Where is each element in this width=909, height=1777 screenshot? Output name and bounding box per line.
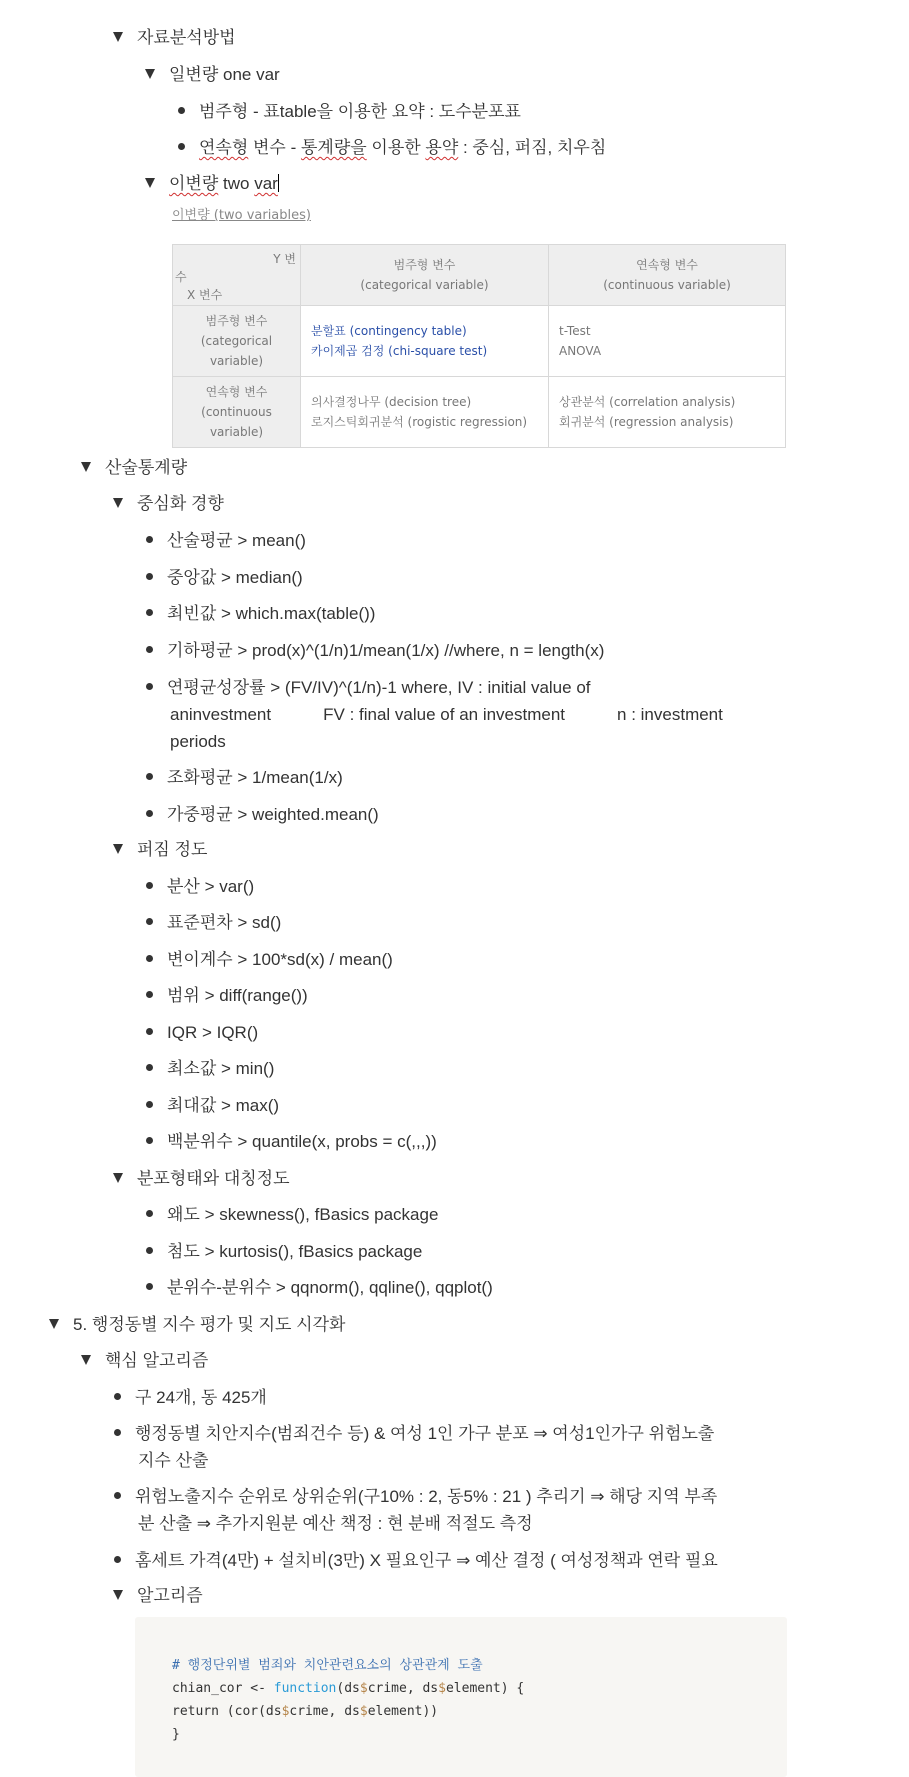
bullet-icon <box>146 1101 153 1108</box>
bullet-icon <box>146 1137 153 1144</box>
table-col-header: 범주형 변수 (categorical variable) <box>301 245 549 306</box>
list-item[interactable]: 중앙값 > median() <box>146 564 303 591</box>
bullet-icon <box>146 882 153 889</box>
collapse-toggle-icon[interactable] <box>145 178 155 188</box>
variable-type-table <box>172 244 786 448</box>
bullet-icon <box>146 1247 153 1254</box>
bullet-icon <box>146 1028 153 1035</box>
collapse-toggle-icon[interactable] <box>49 1319 59 1329</box>
list-item[interactable]: 왜도 > skewness(), fBasics package <box>146 1201 438 1228</box>
bullet-icon <box>146 573 153 580</box>
bullet-icon <box>146 955 153 962</box>
table-cell: 상관분석 (correlation analysis) 회귀분석 (regression analysis) <box>549 377 786 448</box>
list-item[interactable]: 최대값 > max() <box>146 1092 279 1119</box>
bullet-icon <box>178 143 185 150</box>
collapse-toggle-icon[interactable] <box>113 498 123 508</box>
list-item[interactable]: 위험노출지수 순위로 상위순위(구10% : 2, 동5% : 21 ) 추리기 ⇒ 해당 지역 부족 <box>114 1483 717 1510</box>
list-item[interactable]: 최빈값 > which.max(table()) <box>146 600 375 627</box>
outline-item[interactable]: 중심화 경향 <box>113 490 224 517</box>
outline-item[interactable]: 5. 행정동별 지수 평가 및 지도 시각화 <box>49 1311 345 1338</box>
list-item[interactable]: 최소값 > min() <box>146 1055 274 1082</box>
code-block[interactable] <box>135 1617 787 1777</box>
list-item-continuation: 지수 산출 <box>138 1451 209 1470</box>
bullet-icon <box>178 107 185 114</box>
outline-item[interactable]: 알고리즘 <box>113 1582 203 1609</box>
collapse-toggle-icon[interactable] <box>145 69 155 79</box>
bullet-icon <box>146 1210 153 1217</box>
bullet-icon <box>146 683 153 690</box>
list-item[interactable]: 연평균성장률 > (FV/IV)^(1/n)-1 where, IV : initial value of <box>146 674 591 701</box>
list-item[interactable]: 산술평균 > mean() <box>146 527 306 554</box>
bullet-icon <box>146 1283 153 1290</box>
bullet-icon <box>146 773 153 780</box>
list-item[interactable]: 구 24개, 동 425개 <box>114 1384 267 1411</box>
table-caption: 이변량 (two variables) <box>172 208 311 223</box>
collapse-toggle-icon[interactable] <box>81 462 91 472</box>
list-item-continuation: 분 산출 ⇒ 추가지원분 예산 책정 : 현 분배 적절도 측정 <box>138 1514 533 1533</box>
table-col-header: 연속형 변수 (continuous variable) <box>549 245 786 306</box>
table-row-header: 범주형 변수 (categorical variable) <box>173 306 301 377</box>
collapse-toggle-icon[interactable] <box>113 1590 123 1600</box>
list-item[interactable]: 분산 > var() <box>146 873 254 900</box>
list-item[interactable]: 범주형 - 표table을 이용한 요약 : 도수분포표 <box>178 98 521 125</box>
list-item[interactable]: 가중평균 > weighted.mean() <box>146 801 379 828</box>
list-item[interactable]: 조화평균 > 1/mean(1/x) <box>146 764 343 791</box>
list-item[interactable]: 범위 > diff(range()) <box>146 982 308 1009</box>
list-item[interactable]: 기하평균 > prod(x)^(1/n)1/mean(1/x) //where, n = length(x) <box>146 637 604 664</box>
collapse-toggle-icon[interactable] <box>81 1355 91 1365</box>
list-item[interactable]: 백분위수 > quantile(x, probs = c(,,,)) <box>146 1128 437 1155</box>
bullet-icon <box>146 810 153 817</box>
list-item-continuation: periods <box>170 732 226 751</box>
outline-item[interactable]: 핵심 알고리즘 <box>81 1347 208 1374</box>
outline-item[interactable]: 이변량 two var <box>145 170 279 197</box>
bullet-icon <box>146 991 153 998</box>
code-text: # 행정단위별 범죄와 치안관련요소의 상관관계 도출 chian_cor <- function(ds$crime, ds$element) { return (cor(ds$crime, ds$element)) } <box>172 1658 525 1742</box>
bullet-icon <box>114 1429 121 1436</box>
collapse-toggle-icon[interactable] <box>113 844 123 854</box>
bullet-icon <box>114 1393 121 1400</box>
bullet-icon <box>146 609 153 616</box>
bullet-icon <box>146 536 153 543</box>
list-item-continuation: aninvestment FV : final value of an investment n : investment <box>170 705 723 724</box>
list-item[interactable]: 첨도 > kurtosis(), fBasics package <box>146 1238 422 1265</box>
bullet-icon <box>146 1064 153 1071</box>
outline-item[interactable]: 퍼짐 정도 <box>113 836 207 863</box>
collapse-toggle-icon[interactable] <box>113 32 123 42</box>
outline-item[interactable]: 산술통계량 <box>81 454 187 481</box>
bullet-icon <box>114 1556 121 1563</box>
table-row-header: 연속형 변수 (continuous variable) <box>173 377 301 448</box>
table-cell: 분할표 (contingency table) 카이제곱 검정 (chi-square test) <box>301 306 549 377</box>
list-item[interactable]: 홈세트 가격(4만) + 설치비(3만) X 필요인구 ⇒ 예산 결정 ( 여성정책과 연락 필요 <box>114 1547 718 1574</box>
table-cell: 의사결정나무 (decision tree) 로지스틱회귀분석 (rogistic regression) <box>301 377 549 448</box>
bullet-icon <box>114 1492 121 1499</box>
outline-item[interactable]: 일변량 one var <box>145 61 280 88</box>
list-item[interactable]: 변이계수 > 100*sd(x) / mean() <box>146 946 393 973</box>
list-item[interactable]: 행정동별 치안지수(범죄건수 등) & 여성 1인 가구 분포 ⇒ 여성1인가구 위험노출 <box>114 1420 714 1447</box>
text-cursor <box>278 174 279 192</box>
bullet-icon <box>146 918 153 925</box>
list-item[interactable]: IQR > IQR() <box>146 1019 258 1046</box>
collapse-toggle-icon[interactable] <box>113 1173 123 1183</box>
list-item[interactable]: 표준편차 > sd() <box>146 909 281 936</box>
outline-item[interactable]: 자료분석방법 <box>113 24 236 51</box>
outline-item[interactable]: 분포형태와 대칭정도 <box>113 1165 290 1192</box>
list-item[interactable]: 분위수-분위수 > qqnorm(), qqline(), qqplot() <box>146 1274 493 1301</box>
list-item[interactable]: 연속형 변수 - 통계량을 이용한 용약 : 중심, 퍼짐, 치우침 <box>178 134 606 161</box>
bullet-icon <box>146 646 153 653</box>
table-cell: t-Test ANOVA <box>549 306 786 377</box>
table-corner-cell: Y 변 수 X 변수 <box>173 245 301 306</box>
